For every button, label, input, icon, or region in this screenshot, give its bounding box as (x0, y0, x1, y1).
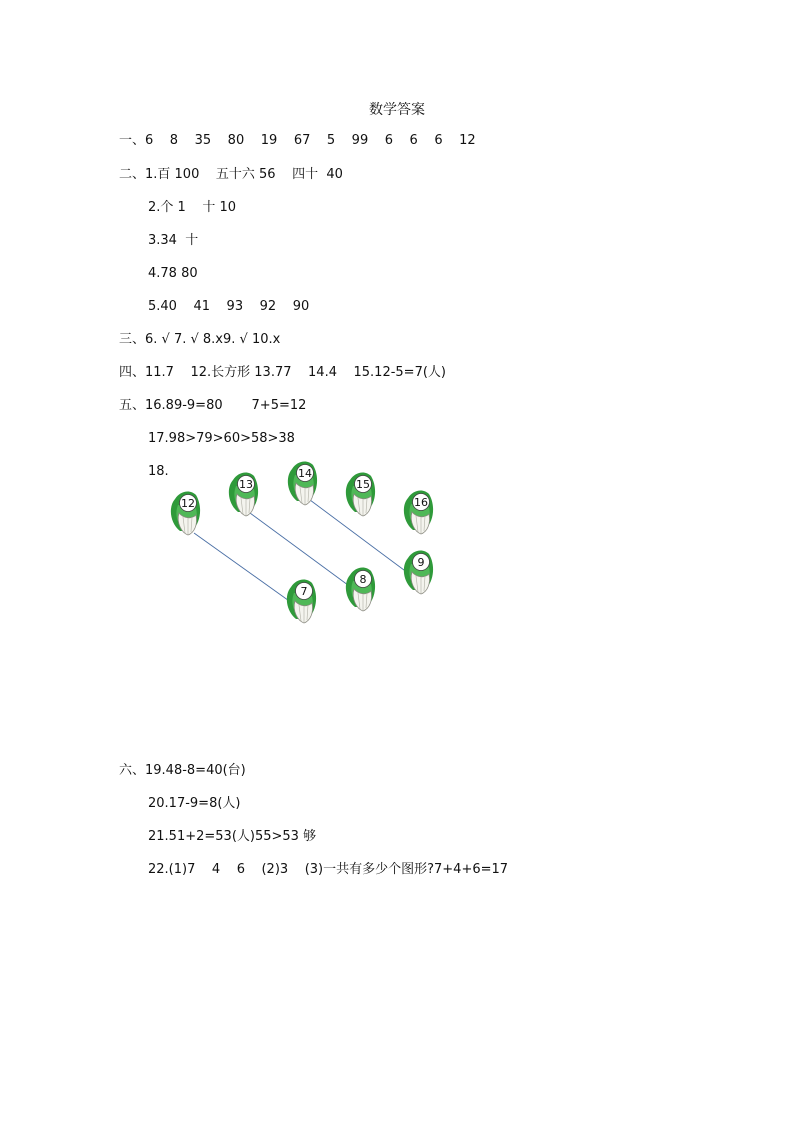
cabbage-label-9: 9 (417, 556, 425, 569)
answer-section-4: 四、11.7 12.长方形 13.77 14.4 15.12-5=7(人) (119, 365, 446, 380)
answer-section-2-item-3: 3.34 十 (148, 233, 199, 248)
answer-section-2-item-2: 2.个 1 十 10 (148, 200, 237, 215)
answer-section-6-item-21: 21.51+2=53(人)55>53 够 (148, 829, 317, 844)
cabbage-7 (287, 580, 316, 623)
cabbage-14 (288, 462, 317, 505)
cabbage-16 (404, 491, 433, 534)
link-12-7 (194, 533, 292, 603)
cabbage-label-8: 8 (359, 573, 367, 586)
cabbage-13 (229, 473, 258, 516)
answer-section-5-item-17: 17.98>79>60>58>38 (148, 431, 295, 446)
answer-section-2-item-5: 5.40 41 93 92 90 (148, 299, 310, 314)
answer-section-1: 一、6 8 35 80 19 67 5 99 6 6 6 12 (119, 133, 476, 148)
cabbage-label-7: 7 (300, 585, 308, 598)
page-title: 数学答案 (369, 102, 425, 118)
cabbage-label-15: 15 (356, 478, 370, 491)
cabbage-label-16: 16 (414, 496, 428, 509)
answer-section-3: 三、6. √ 7. √ 8.x9. √ 10.x (119, 332, 281, 347)
cabbage-label-12: 12 (181, 497, 195, 510)
answer-section-2-item-1: 二、1.百 100 五十六 56 四十 40 (119, 167, 343, 182)
cabbage-9 (404, 551, 433, 594)
answer-section-5-item-16: 五、16.89-9=80 7+5=12 (119, 398, 307, 413)
answer-section-6-item-19: 六、19.48-8=40(台) (119, 763, 246, 778)
cabbage-label-13: 13 (239, 478, 253, 491)
cabbage-15 (346, 473, 375, 516)
cabbage-12 (171, 492, 200, 535)
answer-section-5-item-18: 18. (148, 464, 169, 479)
answer-section-2-item-4: 4.78 80 (148, 266, 198, 281)
answer-section-6-item-20: 20.17-9=8(人) (148, 796, 241, 811)
answer-section-6-item-22: 22.(1)7 4 6 (2)3 (3)一共有多少个图形?7+4+6=17 (148, 862, 509, 877)
link-13-8 (250, 513, 352, 588)
cabbage-8 (346, 568, 375, 611)
cabbage-label-14: 14 (298, 467, 312, 480)
